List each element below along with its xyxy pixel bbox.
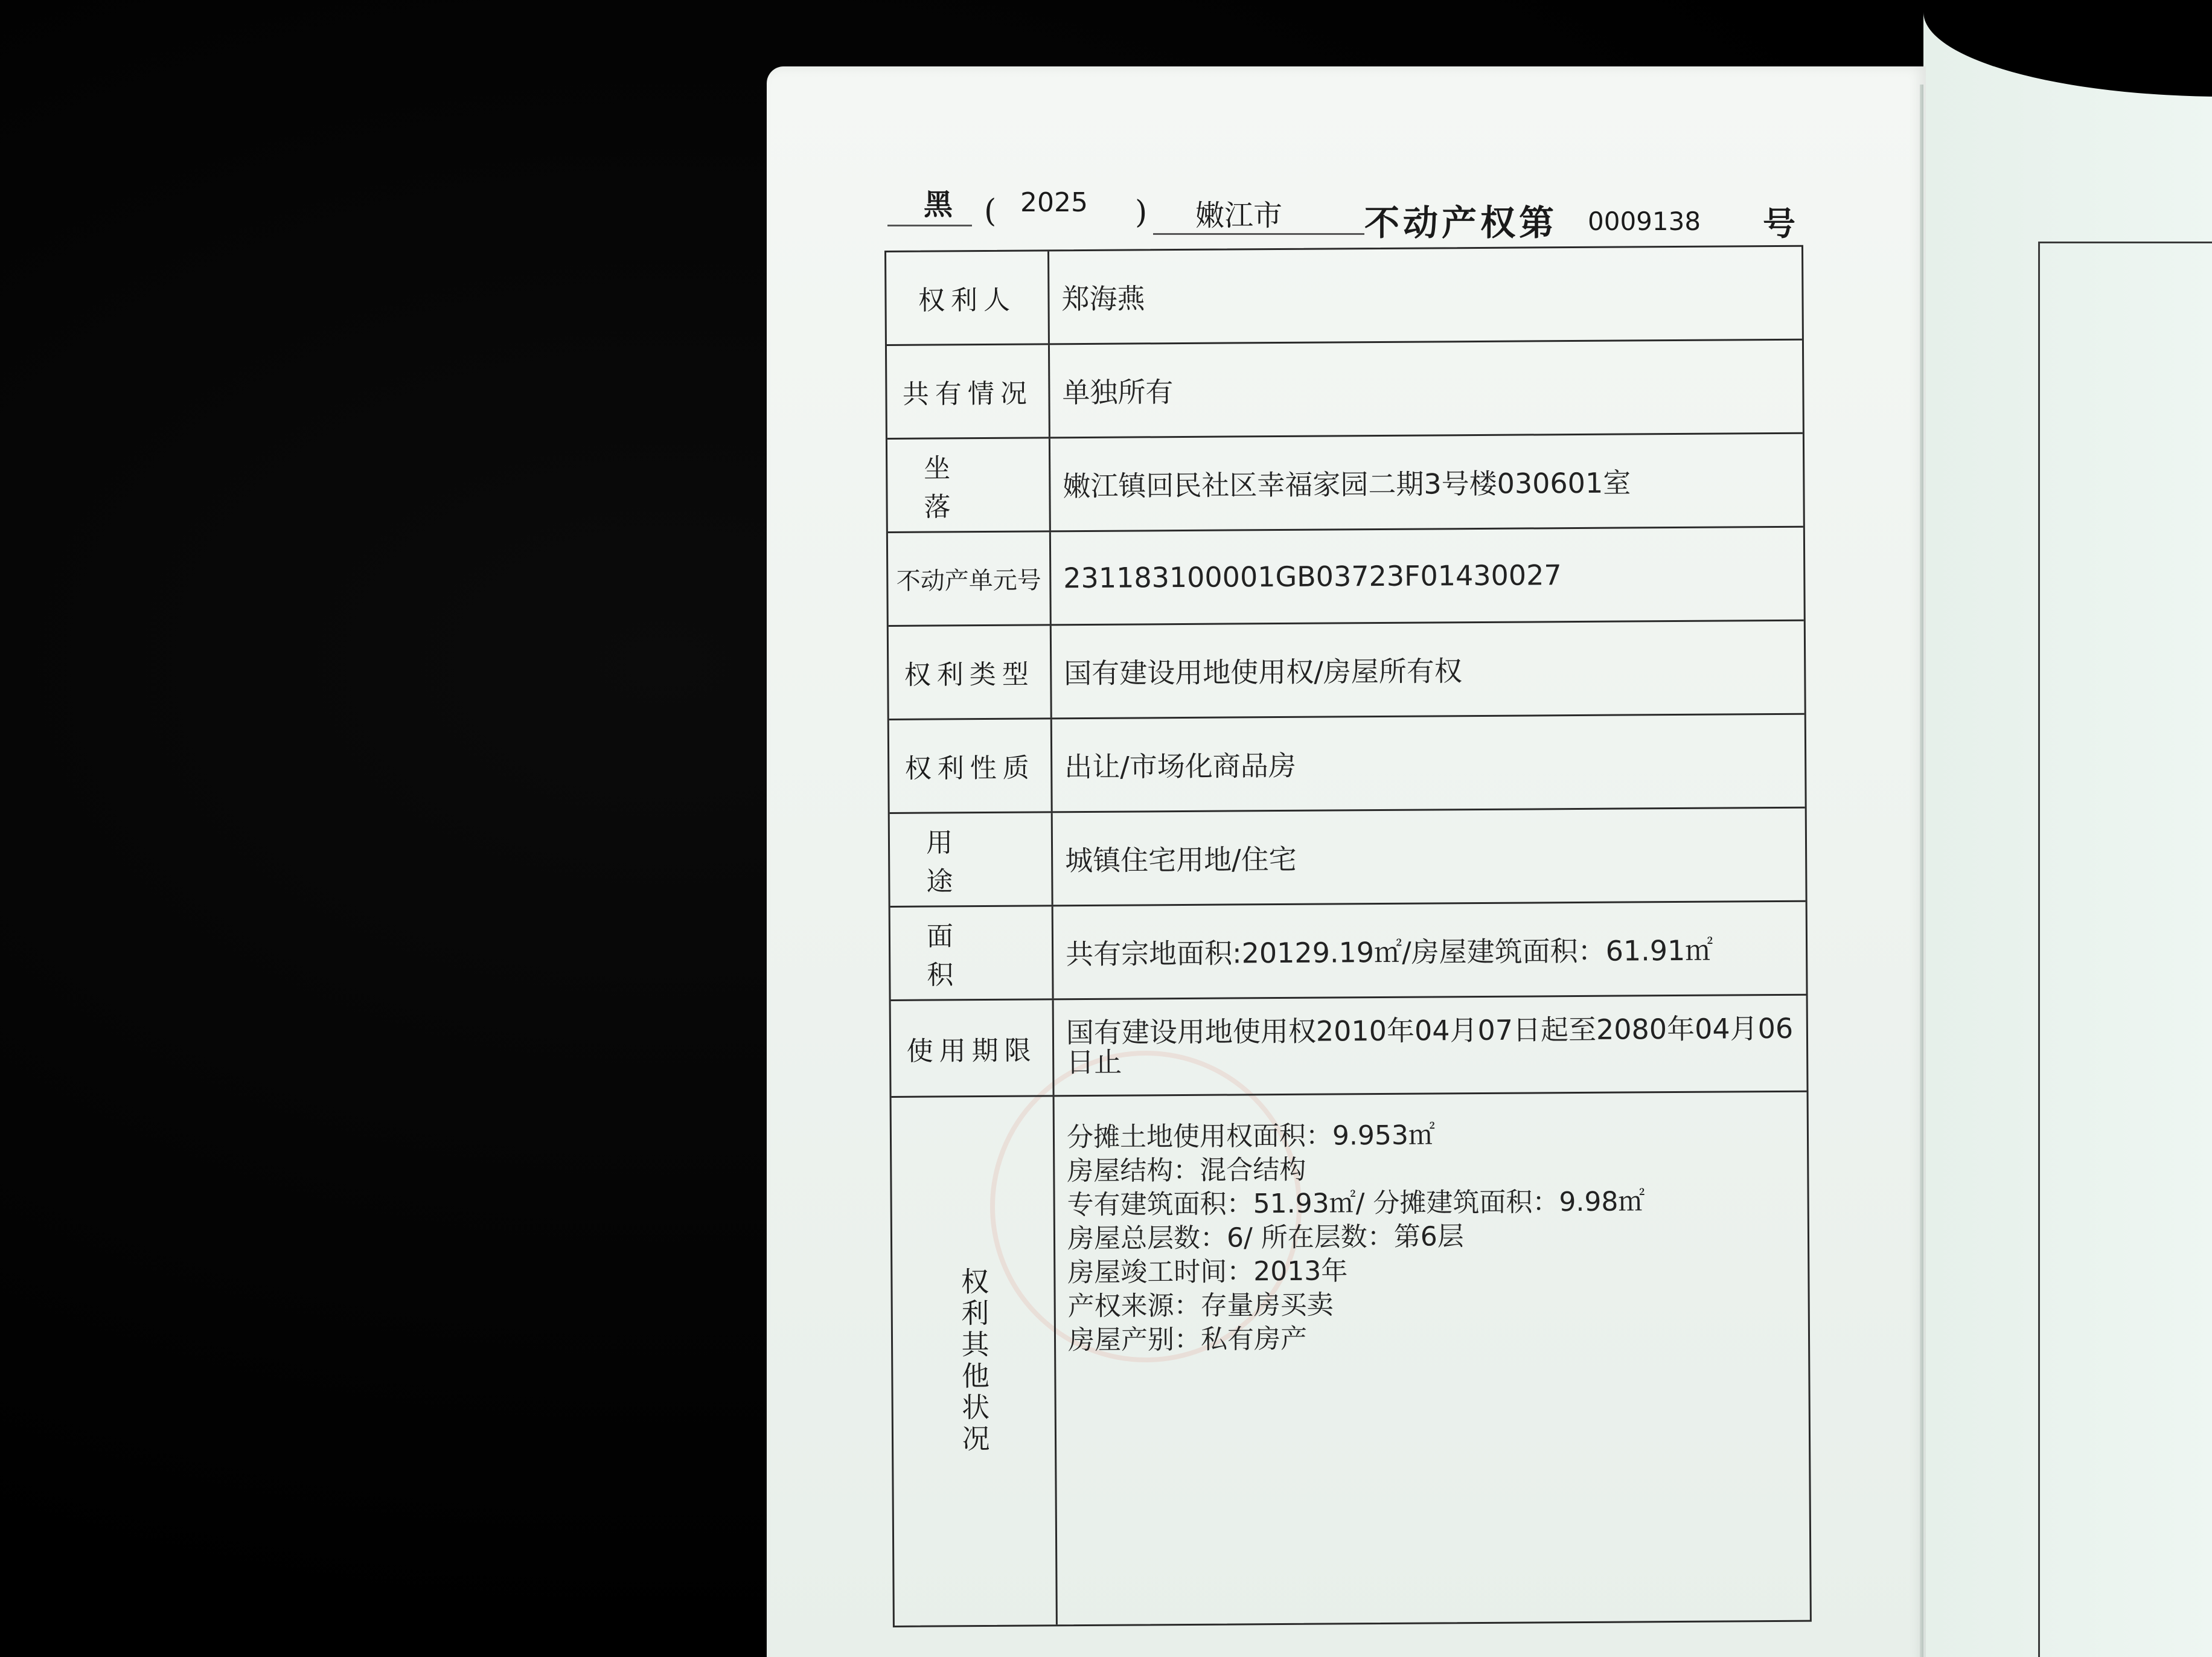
row-label: 权利性质 <box>889 719 1053 812</box>
property-table <box>884 245 1812 1627</box>
right-page <box>1923 12 2212 1657</box>
other-line: 分摊土地使用权面积：9.953㎡ <box>1066 1120 1436 1153</box>
cert-number: 0009138 <box>1588 207 1701 236</box>
right-page-frame <box>2038 242 2212 1657</box>
row-label: 权利人 <box>886 251 1050 344</box>
cert-year: 2025 <box>1020 187 1088 218</box>
other-line: 专有建筑面积：51.93㎡/ 分摊建筑面积：9.98㎡ <box>1067 1186 1645 1221</box>
row-label: 面积 <box>890 906 1054 999</box>
left-paren: ( <box>984 193 997 229</box>
city-underline <box>1153 233 1364 235</box>
table-row <box>891 996 1807 1098</box>
other-line: 房屋竣工时间：2013年 <box>1067 1255 1348 1289</box>
certificate-header <box>887 181 1817 248</box>
row-label: 权利类型 <box>889 626 1052 719</box>
province-underline <box>887 225 972 226</box>
row-label: 用途 <box>890 813 1053 906</box>
table-row <box>886 247 1802 346</box>
cert-suffix: 号 <box>1763 204 1795 243</box>
table-row <box>888 528 1804 627</box>
row-value: 城镇住宅用地/住宅 <box>1065 842 1297 877</box>
row-label: 共有情况 <box>887 345 1050 438</box>
row-label: 坐落 <box>887 438 1051 531</box>
table-row-other <box>892 1092 1810 1626</box>
row-value: 国有建设用地使用权2010年04月07日起至2080年04月06日止 <box>1066 1012 1794 1078</box>
table-row <box>890 809 1806 908</box>
row-value: 出让/市场化商品房 <box>1064 749 1296 784</box>
table-row <box>889 621 1804 720</box>
row-label: 使用期限 <box>891 1000 1055 1096</box>
table-row <box>889 715 1805 814</box>
booklet-gutter <box>1920 85 1923 1657</box>
other-lines <box>1067 1092 1798 1624</box>
other-line: 产权来源：存量房买卖 <box>1067 1289 1334 1322</box>
row-value: 嫩江镇回民社区幸福家园二期3号楼030601室 <box>1063 466 1631 503</box>
table-row <box>887 341 1803 440</box>
page-corner-shadow <box>1923 12 2212 97</box>
province-abbr: 黑 <box>924 188 953 222</box>
row-value: 共有宗地面积:20129.19㎡/房屋建筑面积：61.91㎡ <box>1065 934 1713 971</box>
row-value: 国有建设用地使用权/房屋所有权 <box>1064 655 1462 690</box>
other-line: 房屋产别：私有房产 <box>1067 1323 1308 1356</box>
table-row <box>890 902 1806 1001</box>
row-value: 郑海燕 <box>1061 282 1145 316</box>
other-label: 权利其他状况 <box>892 1097 1058 1626</box>
other-line: 房屋总层数：6/ 所在层数：第6层 <box>1067 1221 1464 1255</box>
other-line: 房屋结构：混合结构 <box>1067 1154 1306 1187</box>
row-label: 不动产单元号 <box>888 532 1052 625</box>
row-value: 单独所有 <box>1062 376 1174 409</box>
cert-title: 不动产权第 <box>1364 202 1558 243</box>
row-value: 231183100001GB03723F01430027 <box>1063 559 1562 595</box>
table-row <box>887 434 1803 533</box>
city-name: 嫩江市 <box>1195 199 1283 232</box>
right-paren: ) <box>1135 194 1148 231</box>
